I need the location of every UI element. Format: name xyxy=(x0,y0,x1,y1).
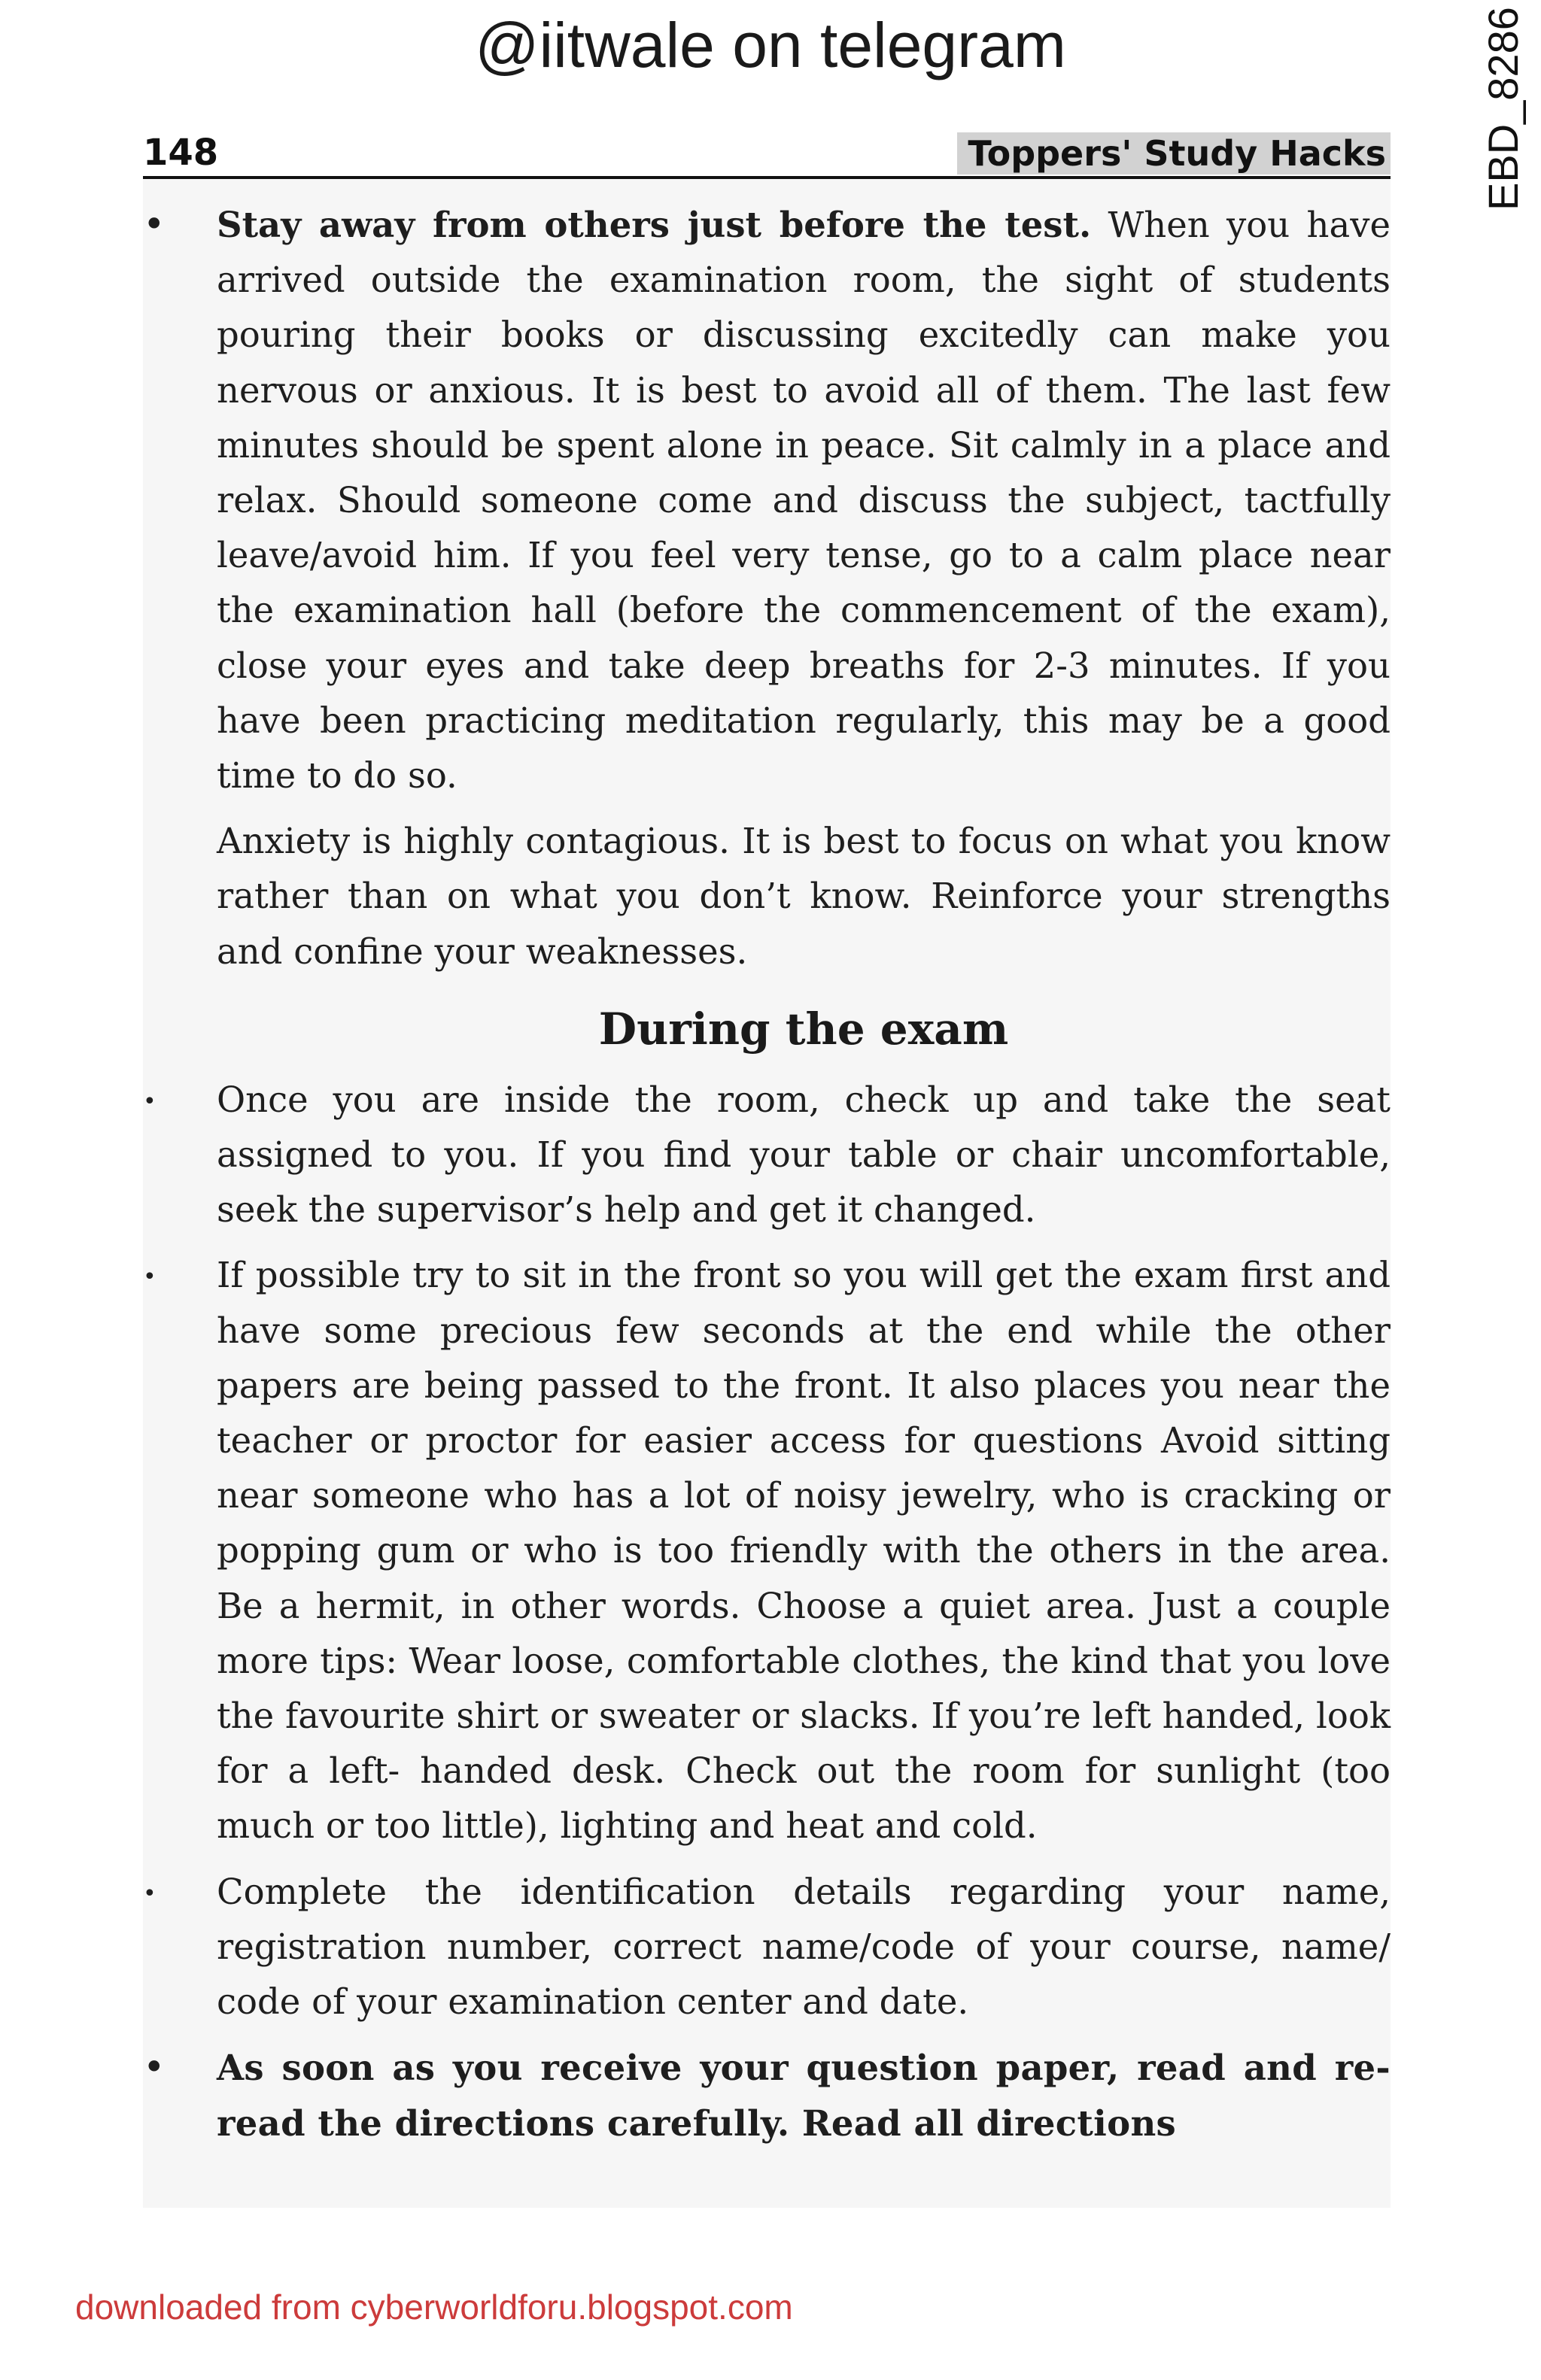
section-heading: During the exam xyxy=(598,1003,1009,1055)
page-number: 148 xyxy=(143,132,219,174)
telegram-watermark: @iitwale on telegram xyxy=(475,10,1066,80)
running-header xyxy=(143,129,1391,179)
paragraph-text: When you have arrived outside the examination room, the sight of students pouring their books or discussing excitedly can make you nervous or anxious. It is best to avoid all of them. The last few minutes should be spent alone in peace. Sit calmly in a place and relax. Should someone come and discuss the subject, tactfully leave/avoid him. If you feel very tense, go to a calm place near the examination hall (before the commencement of the exam), close your eyes and take deep breaths for 2-3 minutes. If you have been practicing meditation regularly, this may be a good time to do so. xyxy=(217,205,1391,797)
paragraph xyxy=(217,197,1391,803)
lead-sentence: Stay away from others just before the test. xyxy=(217,204,1092,245)
continuation-paragraph xyxy=(143,814,1391,979)
paragraph-text: Anxiety is highly contagious. It is best to focus on what you know rather than on what you don’t know. Reinforce your strengths and confine your weaknesses. xyxy=(217,821,1391,972)
bullet-item xyxy=(143,1865,1391,2030)
download-watermark: downloaded from cyberworldforu.blogspot.com xyxy=(75,2287,793,2327)
bullet-item xyxy=(143,2040,1391,2150)
bullet-icon: • xyxy=(143,1880,157,1907)
bullet-icon: • xyxy=(143,1264,157,1291)
paragraph-text: Complete the identification details regarding your name, registration number, correct name/code of your course, name/ code of your examination center and date. xyxy=(217,1871,1391,2023)
page-content xyxy=(143,197,1391,2161)
book-title: Toppers' Study Hacks xyxy=(957,132,1391,175)
paragraph-text: If possible try to sit in the front so you will get the exam first and have some precious few seconds at the end while the other papers are being passed to the front. It also places you near the teacher or proctor for easier access for questions Avoid sitting near someone who has a lot of noisy jewelry, who is cracking or popping gum or who is too friendly with the others in the area. Be a hermit, in other words. Choose a quiet area. Just a couple more tips: Wear loose, comfortable clothes, the kind that you love the favourite shirt or sweater or slacks. If you’re left handed, look for a left- handed desk. Check out the room for sunlight (too much or too little), lighting and heat and cold. xyxy=(217,1255,1391,1847)
bullet-item xyxy=(143,197,1391,803)
bullet-item xyxy=(143,1073,1391,1238)
bullet-icon: • xyxy=(143,202,166,246)
side-code-label: EBD_8286 xyxy=(1479,7,1527,211)
bullet-icon: • xyxy=(143,1088,157,1115)
paragraph-text: Once you are inside the room, check up and take the seat assigned to you. If you find your table or chair uncomfortable, seek the supervisor’s help and get it changed. xyxy=(217,1079,1391,1231)
paragraph-text: As soon as you receive your question paper, read and re-read the directions carefully. Read all directions xyxy=(217,2047,1391,2144)
bullet-item xyxy=(143,1248,1391,1853)
bullet-icon: • xyxy=(143,2045,166,2090)
